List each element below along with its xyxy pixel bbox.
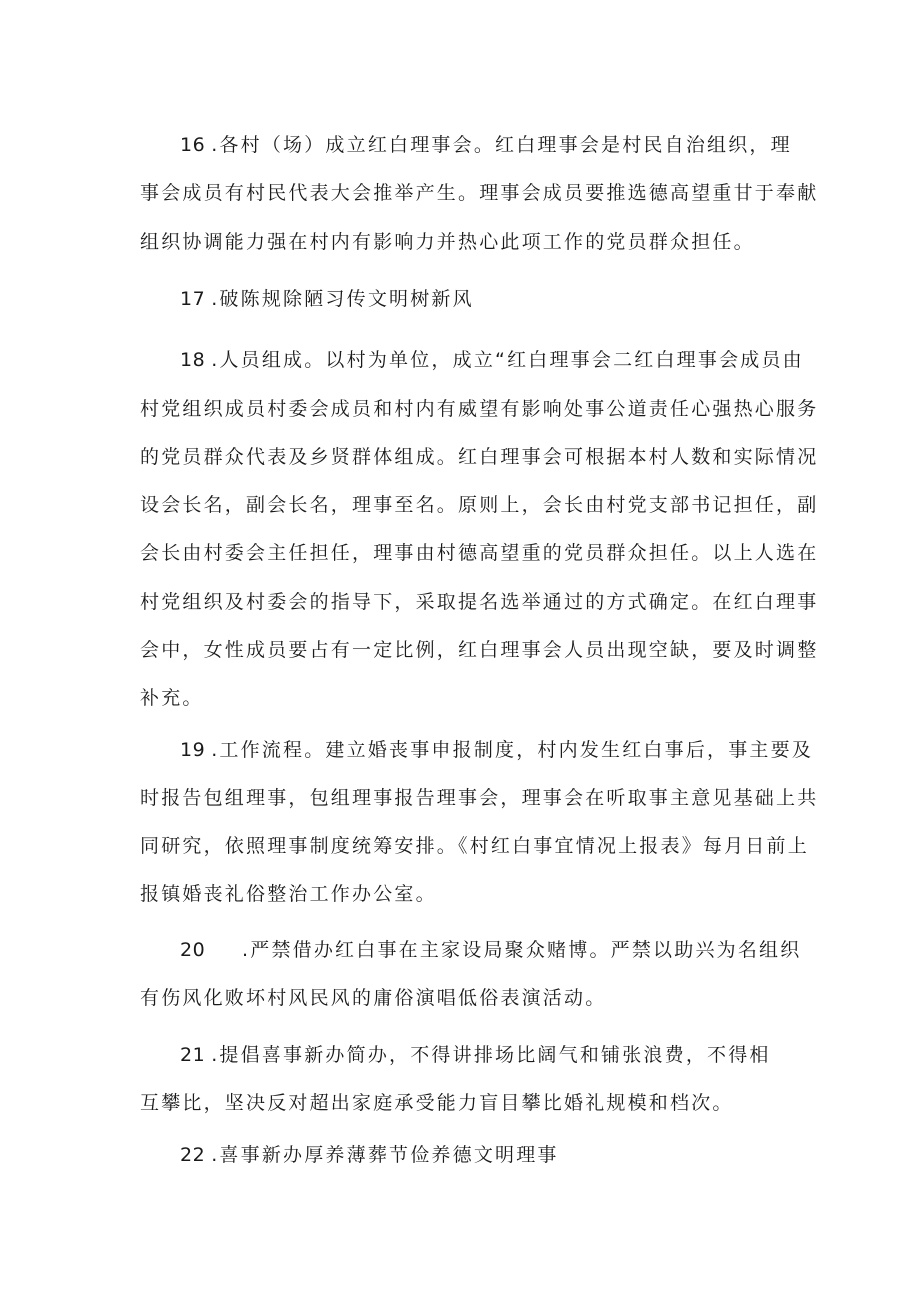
item-17-number: 17 xyxy=(180,288,206,310)
item-22-number: 22 xyxy=(180,1144,206,1166)
item-19-text-1: .工作流程。建立婚丧事申报制度，村内发生红白事后，事主要及 xyxy=(211,739,814,761)
item-19-line-1 xyxy=(180,737,813,763)
item-20-line-1 xyxy=(180,937,801,963)
item-18-line-5: 会长由村委会主任担任，理事由村德高望重的党员群众担任。以上人选在 xyxy=(140,542,819,564)
item-17-line-1 xyxy=(180,286,474,312)
item-17-text-1: .破陈规除陋习传文明树新风 xyxy=(211,288,474,310)
item-21-number: 21 xyxy=(180,1044,206,1066)
item-16-line-2: 事会成员有村民代表大会推举产生。理事会成员要推选德高望重甘于奉献 xyxy=(140,182,819,204)
item-16-line-1 xyxy=(180,132,792,158)
item-16-number: 16 xyxy=(180,134,206,156)
item-20-text-1: .严禁借办红白事在主家设局聚众赌博。严禁以助兴为名组织 xyxy=(242,939,802,961)
item-19-line-2: 时报告包组理事，包组理事报告理事会，理事会在听取事主意见基础上共 xyxy=(140,787,819,809)
item-18-line-6: 村党组织及村委会的指导下，采取提名选举通过的方式确定。在红白理事 xyxy=(140,591,819,613)
item-22-text-1: .喜事新办厚养薄葬节俭养德文明理事 xyxy=(211,1144,559,1166)
item-22-line-1 xyxy=(180,1142,559,1168)
item-18-line-3: 的党员群众代表及乡贤群体组成。红白理事会可根据本村人数和实际情况 xyxy=(140,446,819,468)
item-18-line-8: 补充。 xyxy=(140,687,204,709)
item-18-line-4: 设会长名，副会长名，理事至名。原则上，会长由村党支部书记担任，副 xyxy=(140,494,819,516)
item-21-line-1 xyxy=(180,1042,771,1068)
item-16-text-1: .各村（场）成立红白理事会。红白理事会是村民自治组织，理 xyxy=(211,134,792,156)
item-18-line-2: 村党组织成员村委会成员和村内有威望有影响处事公道责任心强热心服务 xyxy=(140,398,819,420)
item-18-line-1 xyxy=(180,347,804,373)
item-18-line-7: 会中，女性成员要占有一定比例，红白理事会人员出现空缺，要及时调整 xyxy=(140,639,819,661)
item-19-number: 19 xyxy=(180,739,206,761)
item-19-line-4: 报镇婚丧礼俗整治工作办公室。 xyxy=(140,883,437,905)
item-20-number: 20 xyxy=(180,939,206,961)
item-18-text-1: .人员组成。以村为单位，成立“红白理事会二红白理事会成员由 xyxy=(211,349,804,371)
item-16-line-3: 组织协调能力强在村内有影响力并热心此项工作的党员群众担任。 xyxy=(140,231,755,253)
item-20-line-2: 有伤风化败坏村风民风的庸俗演唱低俗表演活动。 xyxy=(140,987,607,1009)
item-18-number: 18 xyxy=(180,349,206,371)
item-21-line-2: 互攀比，坚决反对超出家庭承受能力盲目攀比婚礼规模和档次。 xyxy=(140,1092,734,1114)
item-19-line-3: 同研究，依照理事制度统筹安排。《村红白事宜情况上报表》每月日前上 xyxy=(140,835,809,857)
item-21-text-1: .提倡喜事新办简办，不得讲排场比阔气和铺张浪费，不得相 xyxy=(211,1044,771,1066)
